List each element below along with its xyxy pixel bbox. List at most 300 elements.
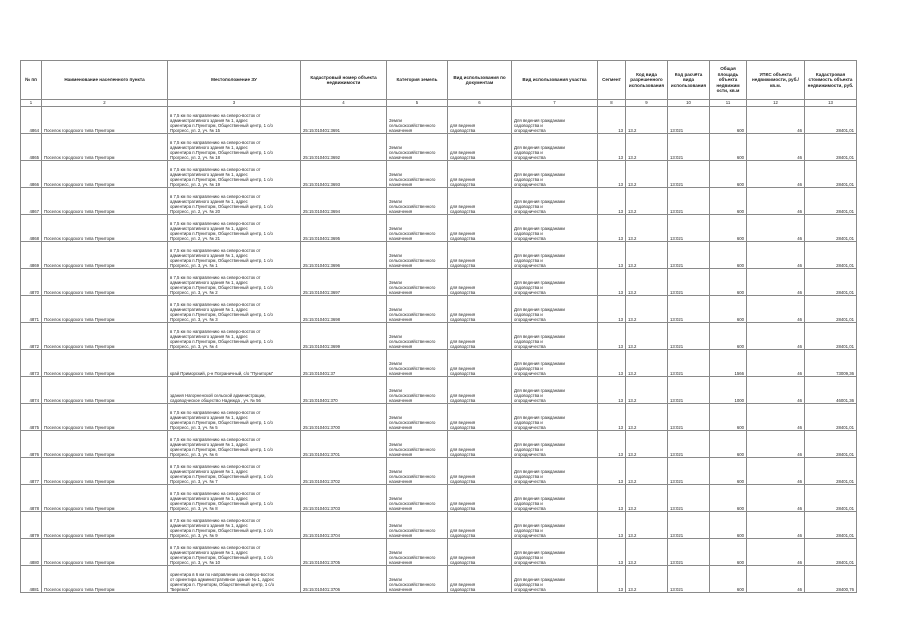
cell-plot-use (512, 161, 598, 188)
cell-settlement: Поселок городского типа Пуниторм (42, 566, 168, 593)
cell-document-use (448, 350, 512, 377)
cell-upks: 46 (747, 512, 805, 539)
cell-document-use-line: для ведения (450, 176, 476, 182)
cell-document-use (448, 215, 512, 242)
cell-document-use-line: для ведения (450, 311, 476, 317)
cell-cadastral-value: 73009,36 (805, 350, 857, 377)
cell-number: 4865 (21, 134, 42, 161)
cell-location-line: Прогресс, ул. 3, уч. № 9 (170, 532, 218, 538)
cell-land-category-line: Земли (389, 414, 402, 420)
column-number: 11 (710, 100, 747, 107)
column-number: 9 (626, 100, 668, 107)
cell-plot-use-line: Для ведения гражданами (514, 441, 565, 447)
cell-document-use (448, 107, 512, 134)
cell-location-line: ориентира п.Пуниторм, Общественный центр, 1 с/о (170, 473, 273, 479)
column-number: 10 (668, 100, 710, 107)
cell-location-line: в 7,5 км по направлению на северо-восток от (170, 490, 261, 496)
cell-land-category-line: сельскохозяйственного (389, 149, 436, 155)
cell-area: 600 (710, 485, 747, 512)
cell-vri-code: 13.2 (626, 296, 668, 323)
cell-location-line: административного здания № 1, адрес (170, 306, 248, 312)
cell-land-category (387, 161, 448, 188)
cell-land-category-line: назначения (389, 451, 413, 457)
cell-land-category-line: сельскохозяйственного (389, 446, 436, 452)
cell-settlement: Поселок городского типа Пуниторм (42, 485, 168, 512)
cell-land-category-line: назначения (389, 505, 413, 511)
cell-vri-code: 13.2 (626, 431, 668, 458)
cell-location-line: Прогресс, ул. 2, уч. № 21 (170, 235, 220, 241)
cell-document-use (448, 485, 512, 512)
cell-area: 600 (710, 188, 747, 215)
cell-land-category-line: назначения (389, 424, 413, 430)
cell-land-category-line: сельскохозяйственного (389, 122, 436, 128)
cell-location-line: административного здания № 1, адрес (170, 225, 248, 231)
cell-settlement: Поселок городского типа Пуниторм (42, 242, 168, 269)
cell-plot-use-line: садоводства и (514, 500, 543, 506)
cell-document-use-line: садоводства (450, 154, 476, 160)
cell-segment: 13 (598, 377, 626, 404)
cell-location-line: ориентира п.Пуниторм, Общественный центр, 1 с/о (170, 500, 273, 506)
column-number: 8 (598, 100, 626, 107)
cell-land-category-line: назначения (389, 370, 413, 376)
cell-document-use (448, 188, 512, 215)
cell-vri-code: 13.2 (626, 539, 668, 566)
cell-upks: 46 (747, 188, 805, 215)
cell-location-line: Прогресс, ул. 3, уч. № 10 (170, 559, 220, 565)
cell-document-use-line: для ведения (450, 122, 476, 128)
cell-land-category-line: назначения (389, 559, 413, 565)
cell-area: 600 (710, 512, 747, 539)
cell-land-category (387, 566, 448, 593)
cell-document-use (448, 242, 512, 269)
cell-document-use (448, 512, 512, 539)
cell-upks: 46 (747, 350, 805, 377)
cell-location-line: ориентира п.Пуниторм, Общественный центр, 1 с/о (170, 230, 273, 236)
cell-calc-code: 13:021 (668, 404, 710, 431)
cell-calc-code: 13:021 (668, 242, 710, 269)
cell-plot-use-line: Для ведения гражданами (514, 279, 565, 285)
cell-location-line: Прогресс, ул. 2, уч. № 18 (170, 154, 220, 160)
column-number: 12 (747, 100, 805, 107)
cell-document-use-line: садоводства (450, 505, 476, 511)
cell-cadastral-number: 25:15:010401:3693 (301, 161, 387, 188)
cell-plot-use (512, 134, 598, 161)
cell-location-line: в 7,5 км по направлению на северо-восток от (170, 301, 261, 307)
cell-cadastral-number: 25:15:010401:3694 (301, 188, 387, 215)
cell-document-use-line: садоводства (450, 586, 476, 592)
cell-cadastral-number: 25:15:010401:3700 (301, 404, 387, 431)
cell-location-line: Прогресс, ул. 3, уч. № 8 (170, 505, 218, 511)
cell-plot-use-line: садоводства и (514, 554, 543, 560)
cell-upks: 46 (747, 242, 805, 269)
cell-segment: 13 (598, 215, 626, 242)
cell-location-line: Прогресс, ул. 3, уч. № 6 (170, 451, 218, 457)
cell-document-use-line: для ведения (450, 230, 476, 236)
cell-document-use-line: для ведения (450, 203, 476, 209)
cell-settlement: Поселок городского типа Пуниторм (42, 458, 168, 485)
cell-cadastral-value: 28401,01 (805, 242, 857, 269)
cell-number: 4864 (21, 107, 42, 134)
cell-land-category (387, 215, 448, 242)
cell-land-category-line: сельскохозяйственного (389, 554, 436, 560)
cell-location-line: ориентира п.Пуниторм, Общественный центр, 1 с/о (170, 257, 273, 263)
cell-area: 600 (710, 431, 747, 458)
cell-plot-use (512, 323, 598, 350)
cell-plot-use (512, 431, 598, 458)
cell-location (168, 431, 301, 458)
cell-vri-code: 13.2 (626, 323, 668, 350)
cell-segment: 13 (598, 431, 626, 458)
cell-cadastral-value: 28401,01 (805, 539, 857, 566)
cell-location-line: ориентира п.Пуниторм, Общественный центр, 1 с/о (170, 554, 273, 560)
table-row (21, 215, 857, 242)
cell-area: 1566 (710, 350, 747, 377)
cell-document-use-line: для ведения (450, 554, 476, 560)
cell-location (168, 107, 301, 134)
header-row (21, 61, 857, 100)
header-cell: Сегмент (598, 61, 626, 100)
cell-cadastral-number: 25:15:010401:3697 (301, 269, 387, 296)
cell-document-use-line: садоводства (450, 370, 476, 376)
table-row (21, 539, 857, 566)
cell-land-category (387, 539, 448, 566)
cell-cadastral-value: 28401,01 (805, 161, 857, 188)
cell-document-use (448, 269, 512, 296)
table-row (21, 458, 857, 485)
cell-land-category-line: сельскохозяйственного (389, 230, 436, 236)
cell-plot-use (512, 377, 598, 404)
cell-plot-use (512, 296, 598, 323)
cell-segment: 13 (598, 161, 626, 188)
cell-document-use-line: для ведения (450, 257, 476, 263)
cell-number: 4881 (21, 566, 42, 593)
cell-cadastral-value: 28401,01 (805, 107, 857, 134)
cell-segment: 13 (598, 566, 626, 593)
cell-plot-use (512, 350, 598, 377)
cell-number: 4876 (21, 431, 42, 458)
cell-plot-use-line: Для ведения гражданами (514, 576, 565, 582)
cell-plot-use-line: Для ведения гражданами (514, 171, 565, 177)
cell-segment: 13 (598, 134, 626, 161)
cell-land-category-line: Земли (389, 387, 402, 393)
cell-cadastral-value: 28401,01 (805, 134, 857, 161)
cell-location (168, 377, 301, 404)
header-cell: Вид использования участка (512, 61, 598, 100)
cell-upks: 46 (747, 323, 805, 350)
cell-plot-use-line: садоводства и (514, 338, 543, 344)
cell-vri-code: 13.2 (626, 269, 668, 296)
cell-upks: 46 (747, 404, 805, 431)
cell-document-use-line: садоводства (450, 289, 476, 295)
cell-plot-use-line: садоводства и (514, 581, 543, 587)
cell-area: 600 (710, 539, 747, 566)
cell-plot-use-line: садоводства и (514, 230, 543, 236)
cell-document-use-line: для ведения (450, 500, 476, 506)
cell-document-use (448, 539, 512, 566)
cell-location-line: Прогресс, ул. 3, уч. № 5 (170, 424, 218, 430)
cell-cadastral-value: 28401,01 (805, 431, 857, 458)
cell-segment: 13 (598, 242, 626, 269)
cell-plot-use-line: садоводства и (514, 311, 543, 317)
cell-land-category-line: сельскохозяйственного (389, 527, 436, 533)
cell-number: 4872 (21, 323, 42, 350)
cell-land-category-line: Земли (389, 522, 402, 528)
cell-vri-code: 13.2 (626, 566, 668, 593)
cell-location-line: Прогресс, ул. 3, уч. № 3 (170, 316, 218, 322)
cell-location-line: в 7,5 км по направлению на северо-восток от (170, 112, 261, 118)
cell-number: 4871 (21, 296, 42, 323)
cell-location (168, 485, 301, 512)
cell-location-line: в 7,5 км по направлению на северо-восток от (170, 220, 261, 226)
cell-plot-use-line: огородничества (514, 316, 546, 322)
cell-number: 4878 (21, 485, 42, 512)
cell-plot-use-line: Для ведения гражданами (514, 333, 565, 339)
cell-land-category-line: Земли (389, 306, 402, 312)
cell-land-category-line: назначения (389, 154, 413, 160)
cell-settlement: Поселок городского типа Пуниторм (42, 323, 168, 350)
cell-location-line: административного здания № 1, адрес (170, 279, 248, 285)
cell-vri-code: 13.2 (626, 215, 668, 242)
cell-location-line: в 7,5 км по направлению на северо-восток от (170, 139, 261, 145)
cell-cadastral-number: 25:15:010401:3695 (301, 215, 387, 242)
cell-area: 600 (710, 269, 747, 296)
cell-land-category (387, 404, 448, 431)
cell-cadastral-number: 25:15:010401:3696 (301, 242, 387, 269)
cell-cadastral-number: 25:15:010401:3703 (301, 485, 387, 512)
cell-location-line: садоводческое общество Надежда , уч. № 56 (170, 397, 261, 403)
cell-plot-use-line: садоводства и (514, 446, 543, 452)
cell-cadastral-value: 28400,76 (805, 566, 857, 593)
cell-document-use-line: садоводства (450, 532, 476, 538)
cell-location (168, 350, 301, 377)
cell-number: 4873 (21, 350, 42, 377)
cell-land-category-line: назначения (389, 343, 413, 349)
table-row (21, 431, 857, 458)
cell-land-category (387, 512, 448, 539)
cell-plot-use (512, 269, 598, 296)
cell-vri-code: 13.2 (626, 188, 668, 215)
cell-cadastral-number: 25:15:010401:3692 (301, 134, 387, 161)
cell-plot-use-line: огородничества (514, 127, 546, 133)
cell-location-line: ориентира п.Пуниторм, Общественный центр, 1 с/о (170, 284, 273, 290)
cell-area: 600 (710, 566, 747, 593)
cell-location (168, 269, 301, 296)
table-row (21, 107, 857, 134)
cell-area: 600 (710, 404, 747, 431)
cell-location-line: Прогресс, ул. 2, уч. № 20 (170, 208, 220, 214)
cell-plot-use-line: садоводства и (514, 284, 543, 290)
cell-land-category (387, 377, 448, 404)
cell-location-line: в 7,5 км по направлению на северо-восток от (170, 274, 261, 280)
cell-location-line: ориентира п.Пуниторм, Общественный центр, 1 с/о (170, 419, 273, 425)
cell-area: 1000 (710, 377, 747, 404)
cell-location-line: Прогресс, ул. 3, уч. № 1 (170, 262, 218, 268)
cell-plot-use-line: огородничества (514, 343, 546, 349)
header-cell: Кадастровая стоимость объекта недвижимости, руб. (805, 61, 857, 100)
cell-plot-use-line: Для ведения гражданами (514, 198, 565, 204)
cell-plot-use-line: огородничества (514, 289, 546, 295)
cell-land-category (387, 431, 448, 458)
cell-plot-use-line: садоводства и (514, 149, 543, 155)
cell-segment: 13 (598, 404, 626, 431)
cell-area: 600 (710, 296, 747, 323)
cell-land-category (387, 323, 448, 350)
cell-plot-use (512, 215, 598, 242)
cell-plot-use-line: огородничества (514, 559, 546, 565)
cell-location (168, 296, 301, 323)
cell-location (168, 188, 301, 215)
cell-plot-use-line: Для ведения гражданами (514, 387, 565, 393)
cell-document-use (448, 458, 512, 485)
cell-land-category-line: назначения (389, 181, 413, 187)
cell-location-line: от ориентира административное здание № 1, адрес (170, 576, 275, 582)
cell-land-category-line: Земли (389, 360, 402, 366)
cell-plot-use (512, 485, 598, 512)
cell-location-line: в 7,5 км по направлению на северо-восток от (170, 544, 261, 550)
cell-land-category-line: Земли (389, 279, 402, 285)
cell-area: 600 (710, 242, 747, 269)
cell-segment: 13 (598, 539, 626, 566)
cell-plot-use-line: Для ведения гражданами (514, 252, 565, 258)
cell-location-line: здания Нагорненской сельской администрации, (170, 392, 266, 398)
cell-land-category-line: назначения (389, 316, 413, 322)
cell-plot-use-line: садоводства и (514, 122, 543, 128)
column-number: 3 (168, 100, 301, 107)
cell-number: 4875 (21, 404, 42, 431)
cell-document-use-line: садоводства (450, 559, 476, 565)
cell-upks: 46 (747, 377, 805, 404)
cell-calc-code: 13:021 (668, 188, 710, 215)
cell-segment: 13 (598, 458, 626, 485)
cell-document-use (448, 134, 512, 161)
cell-calc-code: 13:021 (668, 161, 710, 188)
cell-area: 600 (710, 134, 747, 161)
cell-location-line: ориентира п.Пуниторм, Общественный центр, 1 с/о (170, 527, 273, 533)
table-row (21, 296, 857, 323)
cell-land-category-line: сельскохозяйственного (389, 500, 436, 506)
column-number: 7 (512, 100, 598, 107)
cell-number: 4880 (21, 539, 42, 566)
cell-land-category-line: сельскохозяйственного (389, 419, 436, 425)
cell-area: 600 (710, 107, 747, 134)
cell-document-use-line: для ведения (450, 149, 476, 155)
table-row (21, 485, 857, 512)
header-cell: Код расчёта вида использования (668, 61, 710, 100)
cell-land-category-line: Земли (389, 198, 402, 204)
cell-land-category-line: сельскохозяйственного (389, 311, 436, 317)
cell-location-line: в 7,5 км по направлению на северо-восток от (170, 517, 261, 523)
cell-document-use (448, 296, 512, 323)
cell-number: 4869 (21, 242, 42, 269)
table-row (21, 242, 857, 269)
cell-land-category (387, 188, 448, 215)
cell-plot-use-line: Для ведения гражданами (514, 495, 565, 501)
cell-cadastral-number: 25:15:010401:3705 (301, 539, 387, 566)
cell-location-line: административного здания № 1, адрес (170, 333, 248, 339)
cell-number: 4879 (21, 512, 42, 539)
column-number: 4 (301, 100, 387, 107)
table-body (21, 107, 857, 593)
cell-location-line: в 7,5 км по направлению на северо-восток от (170, 463, 261, 469)
column-number: 1 (21, 100, 42, 107)
cell-location-line: административного здания № 1, адрес (170, 117, 248, 123)
cell-document-use-line: садоводства (450, 208, 476, 214)
cell-location-line: Прогресс, ул. 3, уч. № 2 (170, 289, 218, 295)
cell-location-line: в 7,5 км по направлению на северо-восток от (170, 247, 261, 253)
cell-plot-use (512, 566, 598, 593)
cell-plot-use (512, 188, 598, 215)
cell-settlement: Поселок городского типа Пуниторм (42, 215, 168, 242)
cell-document-use-line: для ведения (450, 473, 476, 479)
cell-document-use-line: для ведения (450, 527, 476, 533)
cell-land-category-line: Земли (389, 117, 402, 123)
cell-plot-use (512, 539, 598, 566)
cell-location-line: в 7,5 км по направлению на северо-восток от (170, 193, 261, 199)
cell-cadastral-value: 28401,01 (805, 404, 857, 431)
cell-cadastral-value: 28401,01 (805, 188, 857, 215)
cell-location-line: административного здания № 1, адрес (170, 468, 248, 474)
cell-number: 4867 (21, 188, 42, 215)
column-number: 6 (448, 100, 512, 107)
cell-land-category-line: назначения (389, 532, 413, 538)
cell-location-line: административного здания № 1, адрес (170, 144, 248, 150)
cell-plot-use (512, 404, 598, 431)
cell-location (168, 323, 301, 350)
cell-vri-code: 13.2 (626, 242, 668, 269)
column-number-row (21, 100, 857, 107)
column-number: 13 (805, 100, 857, 107)
cell-land-category-line: Земли (389, 468, 402, 474)
cell-calc-code: 13:021 (668, 323, 710, 350)
cell-segment: 13 (598, 188, 626, 215)
cell-segment: 13 (598, 350, 626, 377)
cell-plot-use-line: садоводства и (514, 365, 543, 371)
cell-area: 600 (710, 458, 747, 485)
cell-land-category-line: назначения (389, 478, 413, 484)
cell-document-use-line: садоводства (450, 343, 476, 349)
cell-land-category-line: назначения (389, 262, 413, 268)
header-cell: Наименование населенного пункта (42, 61, 168, 100)
cell-location-line: ориентира п.Пуниторм, Общественный центр, 1 с/о (170, 311, 273, 317)
cell-land-category-line: Земли (389, 549, 402, 555)
cell-settlement: Поселок городского типа Пуниторм (42, 377, 168, 404)
column-number: 5 (387, 100, 448, 107)
cadastral-value-table (20, 60, 857, 593)
cell-plot-use-line: огородничества (514, 586, 546, 592)
cell-plot-use (512, 242, 598, 269)
cell-area: 600 (710, 215, 747, 242)
cell-plot-use-line: огородничества (514, 397, 546, 403)
cell-location-line: Прогресс, ул. 3, уч. № 7 (170, 478, 218, 484)
cell-document-use-line: садоводства (450, 424, 476, 430)
cell-calc-code: 13:021 (668, 458, 710, 485)
cell-location (168, 512, 301, 539)
cell-land-category (387, 107, 448, 134)
cell-plot-use-line: огородничества (514, 262, 546, 268)
cell-land-category (387, 458, 448, 485)
cell-upks: 46 (747, 134, 805, 161)
cell-cadastral-number: 25:15:010401:370 (301, 377, 387, 404)
table-row (21, 188, 857, 215)
cell-plot-use-line: огородничества (514, 370, 546, 376)
cell-land-category-line: назначения (389, 289, 413, 295)
cell-plot-use-line: огородничества (514, 532, 546, 538)
cell-plot-use-line: огородничества (514, 505, 546, 511)
cell-plot-use-line: садоводства и (514, 203, 543, 209)
cell-vri-code: 13.2 (626, 404, 668, 431)
cell-plot-use-line: садоводства и (514, 419, 543, 425)
cell-upks: 46 (747, 269, 805, 296)
